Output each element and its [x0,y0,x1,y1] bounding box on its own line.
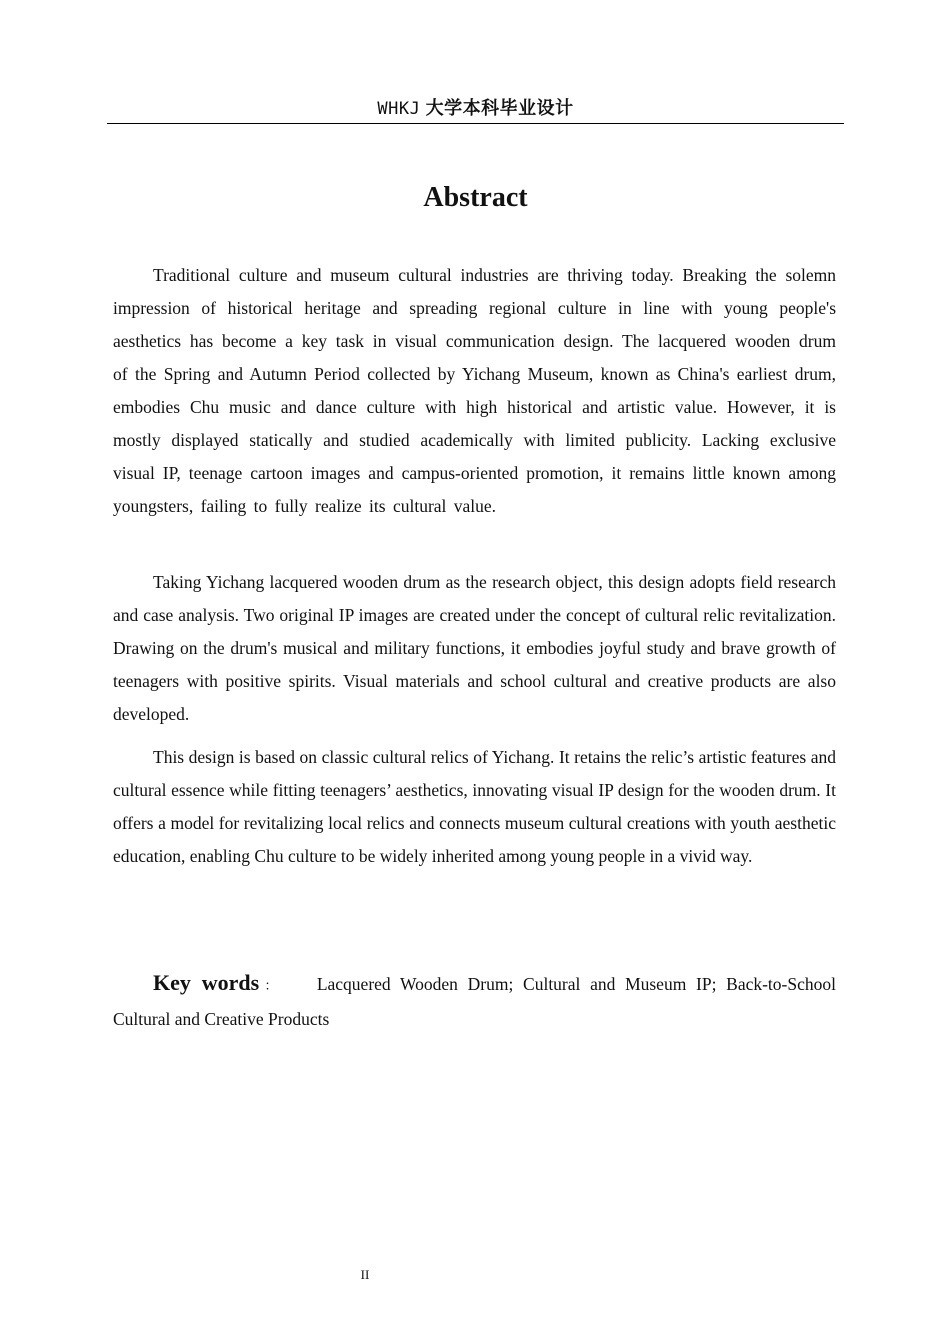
abstract-paragraph-2: Taking Yichang lacquered wooden drum as the research object, this design adopts field research and case analysis. Two original IP images are created under the concept of cultural relic revitalization. Drawing on the drum's musical and military functions, it embodies joyful study and brave growth of teenagers with positive spirits. Visual materials and school cultural and creative products are also developed. [113,572,836,724]
header-rule [107,123,844,124]
header-school-code: WHKJ [377,99,421,119]
running-header [107,96,844,122]
abstract-paragraph-3: This design is based on classic cultural relics of Yichang. It retains the relic’s artistic features and cultural essence while fitting teenagers’ aesthetics, innovating visual IP design for the wooden drum. It offers a model for revitalizing local relics and connects museum cultural creations with youth aesthetic education, enabling Chu culture to be widely inherited among young people in a vivid way. [113,747,836,866]
page-title: Abstract [423,182,528,213]
keywords-text: Lacquered Wooden Drum; Cultural and Museum IP; Back-to-School Cultural and Creative Products [113,974,836,1029]
page-number: II [360,1267,370,1282]
header-document-type: 大学本科毕业设计 [425,98,574,119]
keywords-section [113,966,836,1036]
abstract-paragraph-1: Traditional culture and museum cultural industries are thriving today. Breaking the solemn impression of historical heritage and spreading regional culture in line with young people's aesthetics has become a key task in visual communication design. The lacquered wooden drum of the Spring and Autumn Period collected by Yichang Museum, known as China's earliest drum, embodies Chu music and dance culture with high historical and artistic value. However, it is mostly displayed statically and studied academically with limited publicity. Lacking exclusive visual IP, teenage cartoon images and campus-oriented promotion, it remains little known among youngsters, failing to fully realize its cultural value. [113,265,837,516]
keywords-colon: ： [259,979,283,994]
keywords-label: Key words [153,970,260,995]
